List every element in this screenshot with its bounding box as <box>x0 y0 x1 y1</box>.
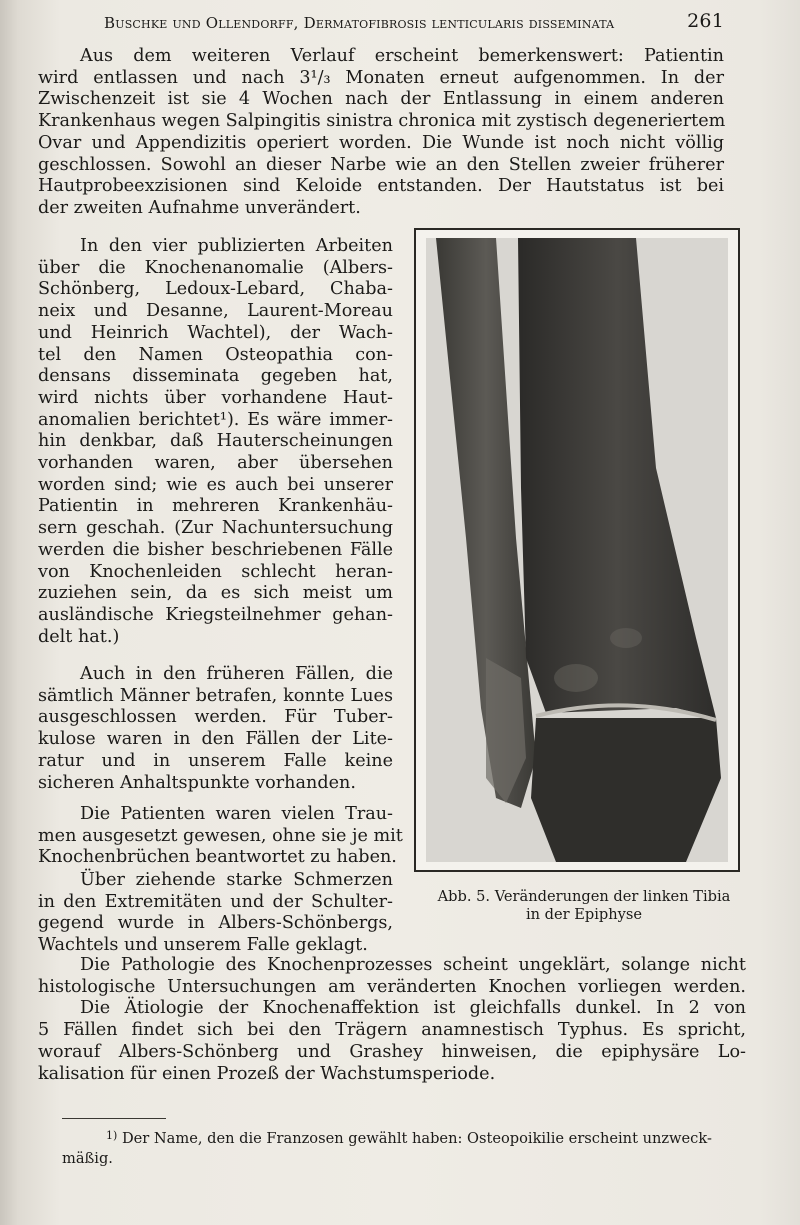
text-line: worden sind; wie es auch bei unserer <box>38 474 393 495</box>
xray-image <box>426 238 728 862</box>
text-line: zuziehen sein, da es sich meist um <box>38 583 393 604</box>
footnote-marker: 1) <box>106 1129 118 1142</box>
text-line: Die Ätiologie der Knochenaffektion ist gleichfalls dunkel. In 2 von <box>80 998 746 1019</box>
text-line: Aus dem weiteren Verlauf erscheint bemerkenswert: Patientin <box>80 46 724 66</box>
talus-shape <box>531 718 721 862</box>
figure-caption <box>420 888 748 924</box>
text-line: densans disseminata gegeben hat, <box>38 366 393 387</box>
text-line: gegend wurde in Albers-Schönbergs, <box>38 913 393 934</box>
text-line: wird nichts über vorhandene Haut- <box>38 387 393 408</box>
text-line: sämtlich Männer betrafen, konnte Lues <box>38 685 393 706</box>
text-line: und Heinrich Wachtel), der Wach- <box>38 322 393 343</box>
text-line: In den vier publizierten Arbeiten <box>80 236 393 256</box>
text-line: der zweiten Aufnahme unverändert. <box>38 197 361 218</box>
text-line: Patientin in mehreren Krankenhäu- <box>38 496 393 517</box>
paragraph-arbeiten <box>38 236 393 648</box>
text-line: Knochenbrüchen beantwortet zu haben. <box>38 847 397 868</box>
footnote-text: Der Name, den die Franzosen gewählt haben: Osteopoikilie erscheint unzweck- <box>121 1130 712 1147</box>
sclerotic-spot <box>554 664 598 692</box>
text-line: Krankenhaus wegen Salpingitis sinistra chronica mit zystisch degeneriertem <box>38 111 726 132</box>
text-line: Die Patienten waren vielen Trau- <box>80 804 393 824</box>
footnote-rule <box>62 1118 166 1119</box>
text-line: in den Extremitäten und der Schulter- <box>38 891 393 912</box>
text-line: ratur und in unserem Falle keine <box>38 750 393 771</box>
text-line: delt hat.) <box>38 626 120 647</box>
footnote <box>62 1126 748 1169</box>
text-line: 5 Fällen findet sich bei den Trägern anamnestisch Typhus. Es spricht, <box>38 1020 746 1041</box>
text-line: wird entlassen und nach 3¹/₃ Monaten erneut aufgenommen. In der <box>38 67 724 88</box>
text-line: Auch in den früheren Fällen, die <box>80 664 393 684</box>
text-line: vorhanden waren, aber übersehen <box>38 453 393 474</box>
text-line: kalisation für einen Prozeß der Wachstumsperiode. <box>38 1063 496 1084</box>
text-line: histologische Untersuchungen am veränderten Knochen vorliegen werden. <box>38 976 746 997</box>
text-line: von Knochenleiden schlecht heran- <box>38 561 393 582</box>
text-line: werden die bisher beschriebenen Fälle <box>38 539 393 560</box>
page-header <box>104 10 724 36</box>
paragraph-schmerzen <box>38 870 393 957</box>
text-line: geschlossen. Sowohl an dieser Narbe wie an den Stellen zweier früherer <box>38 154 724 175</box>
running-head: Buschke und Ollendorff, Dermatofibrosis lenticularis disseminata <box>104 14 615 32</box>
paragraph-verlauf <box>38 46 724 220</box>
text-line: Zwischenzeit ist sie 4 Wochen nach der Entlassung in einem anderen <box>38 89 724 110</box>
text-line: Schönberg, Ledoux-Lebard, Chaba- <box>38 279 393 300</box>
sclerotic-spot <box>610 628 642 648</box>
text-line: sern geschah. (Zur Nachuntersuchung <box>38 518 393 539</box>
paragraph-traumen <box>38 804 403 869</box>
text-line: tel den Namen Osteopathia con- <box>38 344 393 365</box>
page-number: 261 <box>687 10 724 32</box>
text-line: ausgeschlossen werden. Für Tuber- <box>38 707 393 728</box>
text-line: neix und Desanne, Laurent-Moreau <box>38 301 393 322</box>
text-line: hin denkbar, daß Hauterscheinungen <box>38 431 393 452</box>
text-line: Wachtels und unserem Falle geklagt. <box>38 935 368 956</box>
footnote-text: mäßig. <box>62 1150 113 1167</box>
text-line: Über ziehende starke Schmerzen <box>80 870 393 890</box>
text-line: Ovar und Appendizitis operiert worden. Die Wunde ist noch nicht völlig <box>38 132 724 153</box>
text-line: sicheren Anhaltspunkte vorhanden. <box>38 772 356 793</box>
text-line: Die Pathologie des Knochenprozesses scheint ungeklärt, solange nicht <box>80 955 746 975</box>
caption-line: in der Epiphyse <box>525 906 643 923</box>
paragraph-lues <box>38 664 393 794</box>
caption-line: Abb. 5. Veränderungen der linken Tibia <box>437 888 731 905</box>
xray-figure <box>414 228 740 872</box>
text-line: über die Knochenanomalie (Albers- <box>38 257 393 278</box>
text-line: ausländische Kriegsteilnehmer gehan- <box>38 604 393 625</box>
paragraph-pathologie <box>38 955 746 1085</box>
text-line: men ausgesetzt gewesen, ohne sie je mit <box>38 825 403 846</box>
text-line: kulose waren in den Fällen der Lite- <box>38 729 393 750</box>
text-line: anomalien berichtet¹). Es wäre immer- <box>38 409 393 430</box>
text-line: Hautprobeexzisionen sind Keloide entstanden. Der Hautstatus ist bei <box>38 176 724 197</box>
text-line: worauf Albers-Schönberg und Grashey hinweisen, die epiphysäre Lo- <box>38 1041 746 1062</box>
